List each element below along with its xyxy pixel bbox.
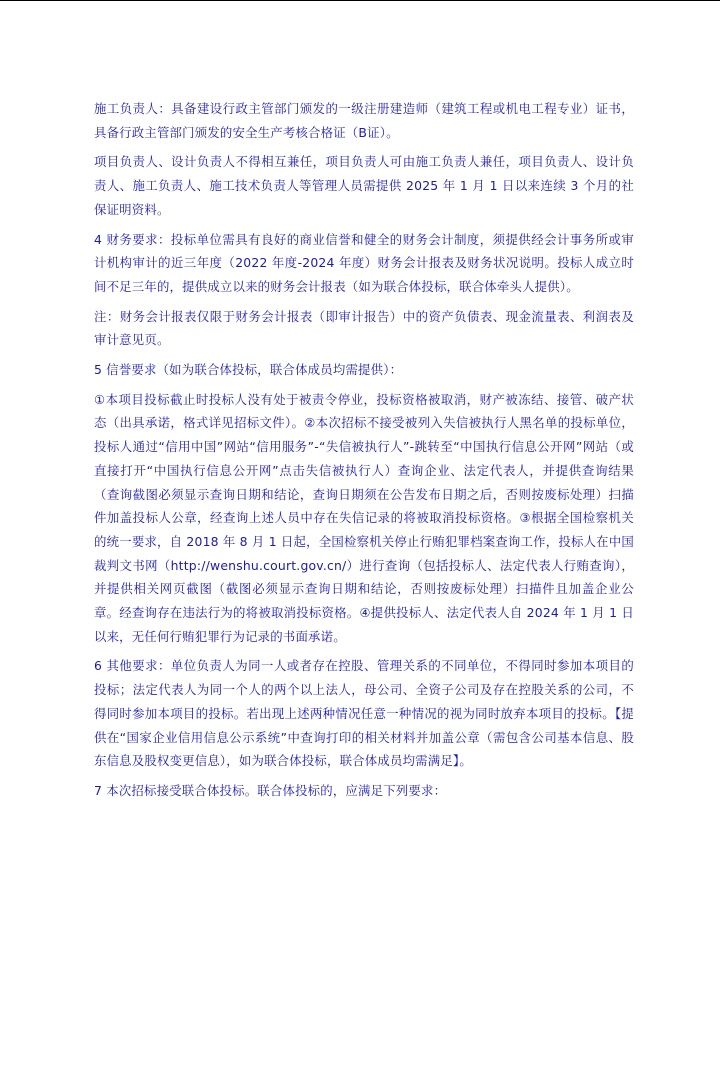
paragraph-consortium-requirements: 7 本次招标接受联合体投标。联合体投标的，应满足下列要求： — [94, 782, 447, 798]
document-body — [94, 97, 634, 803]
paragraph-construction-manager: 施工负责人：具备建设行政主管部门颁发的一级注册建造师（建筑工程或机电工程专业）证书，具备行政主管部门颁发的安全生产考核合格证（B证）。 — [94, 101, 634, 140]
paragraph-financial-note: 注：财务会计报表仅限于财务会计报表（即审计报告）中的资产负债表、现金流量表、利润表及审计意见页。 — [94, 308, 634, 348]
paragraph-credit-requirements: ①本项目投标截止时投标人没有处于被责令停业，投标资格被取消，财产被冻结、接管、破产状态（出具承诺，格式详见招标文件）。②本次招标不接受被列入失信被执行人黑名单的投标单位，投标人通过“信用中国”网站“信用服务”-“失信被执行人”-跳转至“中国执行信息公开网”网站（或直接打开“中国执行信息公开网”点击失信被执行人）查询企业、法定代表人，并提供查询结果（查询截图必须显示查询日期和结论，查询日期须在公告发布日期之后，否则按废标处理）扫描件加盖投标人公章，经查询上述人员中存在失信记录的将被取消投标资格。③根据全国检察机关的统一要求，自 2018 年 8 月 1 日起，全国检察机关停止行贿犯罪档案查询工作，投标人在中国裁判文书网（http://wenshu.court.gov.cn/）进行查询（包括投标人、法定代表人行贿查询），并提供相关网页截图（截图必须显示查询日期和结论，否则按废标处理）扫描件且加盖企业公章。经查询存在违法行为的将被取消投标资格。④提供投标人、法定代表人自 2024 年 1 月 1 日以来，无任何行贿犯罪行为记录的书面承诺。 — [94, 391, 634, 644]
paragraph-personnel-requirements: 项目负责人、设计负责人不得相互兼任，项目负责人可由施工负责人兼任，项目负责人、设计负责人、施工负责人、施工技术负责人等管理人员需提供 2025 年 1 月 1 日以来连续 3 个月的社保证明资料。 — [94, 154, 634, 217]
paragraph-credit-heading: 5 信誉要求（如为联合体投标，联合体成员均需提供）： — [94, 362, 403, 378]
paragraph-other-requirements: 6 其他要求：单位负责人为同一人或者存在控股、管理关系的不同单位，不得同时参加本项目的投标；法定代表人为同一个人的两个以上法人，母公司、全资子公司及存在控股关系的公司，不得同时参加本项目的投标。若出现上述两种情况任意一种情况的视为同时放弃本项目的投标。【提供在“国家企业信用信息公示系统”中查询打印的相关材料并加盖公章（需包含公司基本信息、股东信息及股权变更信息），如为联合体投标，联合体成员均需满足】。 — [94, 658, 634, 769]
top-border-line — [0, 0, 720, 1]
paragraph-financial-requirements: 4 财务要求：投标单位需具有良好的商业信誉和健全的财务会计制度，须提供经会计事务所或审计机构审计的近三年度（2022 年度-2024 年度）财务会计报表及财务状况说明。投标人成立时间不足三年的，提供成立以来的财务会计报表（如为联合体投标，联合体牵头人提供）。 — [94, 231, 634, 294]
